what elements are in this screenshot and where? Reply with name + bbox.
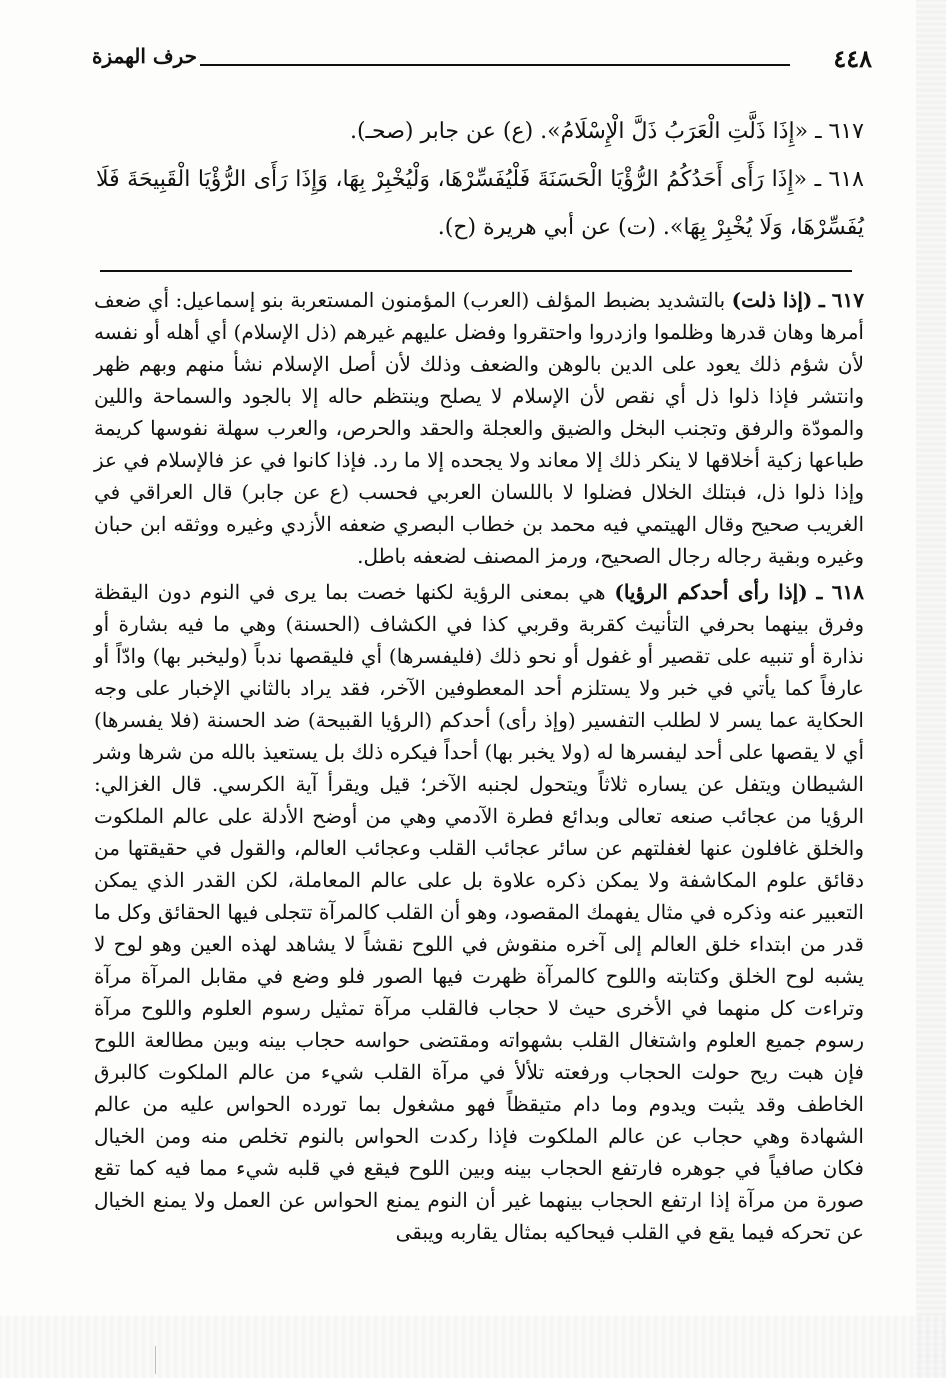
commentary-block xyxy=(94,284,864,1252)
running-title: حرف الهمزة xyxy=(92,44,198,68)
hadith-text: «إِذَا ذَلَّتِ الْعَرَبُ ذَلَّ الْإِسْلَامُ». (ع) عن جابر (صحـ). xyxy=(349,119,809,144)
commentary-617 xyxy=(94,284,864,572)
page-number: ٤٤٨ xyxy=(833,44,872,73)
commentary-number: ٦١٨ ـ xyxy=(816,580,864,604)
commentary-lead: (إذا رأى أحدكم الرؤيا) xyxy=(614,580,808,604)
commentary-618 xyxy=(94,576,864,1248)
commentary-text: بالتشديد بضبط المؤلف (العرب) المؤمنون المستعربة بنو إسماعيل: أي ضعف أمرها وهان قدرها وظلموا وازدروا واحتقروا وفضل عليهم غيرهم (ذل الإسلام) أي أهله أو نفسه لأن شؤم ذلك يعود على الدين بالوهن والضعف وذلك لأن أصل الإسلام نشأ منهم وبهم ظهر وانتشر فإذا ذلوا ذل أي نقص لأن الإسلام لا يصلح وينتظم حاله إلا بالجود والسماحة واللين والمودّة والرفق وتجنب البخل والضيق والعجلة والحقد والحرص، والعرب سهلة نفوسها كريمة طباعها زكية أخلاقها لا ينكر ذلك إلا معاند ولا يجحده إلا ما رد. فإذا كانوا في عز فالإسلام في عز وإذا ذلوا ذل، فبتلك الخلال فضلوا لا باللسان العربي فحسب (ع عن جابر) قال العراقي في الغريب صحيح وقال الهيتمي فيه محمد بن خطاب البصري ضعفه الأزدي وغيره ووثقه ابن حبان وغيره وبقية رجاله رجال الصحيح، ورمز المصنف لضعفه باطل. xyxy=(94,288,864,568)
header-rule xyxy=(200,64,790,66)
commentary-text: هي بمعنى الرؤية لكنها خصت بما يرى في النوم دون اليقظة وفرق بينهما بحرفي التأنيث كقربة وقربي كذا في الكشاف (الحسنة) وهي ما فيه بشارة أو نذارة أو تنبيه على تقصير أو غفول أو نحو ذلك (فليفسرها) أي فليقصها ندباً (وليخبر بها) وادّاً أو عارفاً كما يأتي في خبر ولا يستلزم أحد المعطوفين الآخر، فقد يراد بالثاني الإخبار على وجه الحكاية عما يسر لا لطلب التفسير (وإذ رأى) أحدكم (الرؤيا القبيحة) ضد الحسنة (فلا يفسرها) أي لا يقصها على أحد ليفسرها له (ولا يخبر بها) أحداً فيكره ذلك بل يستعيذ بالله من شرها وشر الشيطان ويتفل عن يساره ثلاثاً ويتحول لجنبه الآخر؛ قيل ويقرأ آية الكرسي. قال الغزالي: الرؤيا من عجائب صنعه تعالى وبدائع فطرة الآدمي وهي من أوضح الأدلة على عالم الملكوت والخلق غافلون عنها لغفلتهم عن سائر عجائب القلب وعجائب العالم، والقول في حقيقتها من دقائق علوم المكاشفة ولا يمكن ذكره علاوة بل على عالم المعاملة، لكن القدر الذي يمكن التعبير عنه وذكره في مثال يفهمك المقصود، وهو أن القلب كالمرآة تتجلى فيها الحقائق وكل ما قدر من ابتداء خلق العالم إلى آخره منقوش في اللوح نقشاً لا يشاهد لهذه العين وهو لوح لا يشبه لوح الخلق وكتابته واللوح كالمرآة ظهرت فيها الصور فلو وضع في مقابل المرآة مرآة وتراءت كل منهما في الأخرى حيث لا حجاب فالقلب مرآة تمثيل رسوم العلوم واللوح مرآة رسوم جميع العلوم واشتغال القلب بشهواته ومقتضى حواسه حجاب بينه وبين مطالعة اللوح فإن هبت ريح حولت الحجاب ورفعته تلألأ في مرآة القلب شيء من عالم الملكوت كالبرق الخاطف وقد يثبت ويدوم وما دام متيقظاً فهو مشغول بما تورده الحواس عليه من عالم الشهادة وهي حجاب عن عالم الملكوت فإذا ركدت الحواس بالنوم تخلص منه ومن الخيال فكان صافياً في جوهره فارتفع الحجاب بينه وبين اللوح فيقع في قلبه شيء مما فيه كما تقع صورة من مرآة إذا ارتفع الحجاب بينهما غير أن النوم يمنع الحواس عن العمل ولا يمنع الخيال عن تحركه فيما يقع في القلب فيحاكيه بمثال يقاربه ويبقى xyxy=(94,580,864,1244)
commentary-lead: (إذا ذلت) xyxy=(731,288,813,312)
page-edge-bottom xyxy=(0,1316,946,1378)
scan-mark xyxy=(155,1346,156,1374)
hadith-number: ٦١٧ ـ xyxy=(815,119,864,144)
hadith-text-block xyxy=(96,108,864,252)
hadith-617 xyxy=(96,108,864,156)
hadith-618 xyxy=(96,156,864,252)
commentary-number: ٦١٧ ـ xyxy=(818,288,865,312)
section-divider xyxy=(100,270,852,272)
page-edge-right xyxy=(916,0,946,1378)
hadith-number: ٦١٨ ـ xyxy=(814,167,864,192)
hadith-text: «إِذَا رَأَى أَحَدُكُمُ الرُّؤْيَا الْحَسَنَةَ فَلْيُفَسِّرْهَا، وَلْيُخْبِرْ بِهَا، وَإِذَا رَأَى الرُّؤْيَا الْقَبِيحَةَ فَلَا يُفَسِّرْهَا، وَلَا يُخْبِرْ بِهَا». (ت) عن أبي هريرة (ح). xyxy=(96,167,864,240)
page-header xyxy=(92,42,872,82)
